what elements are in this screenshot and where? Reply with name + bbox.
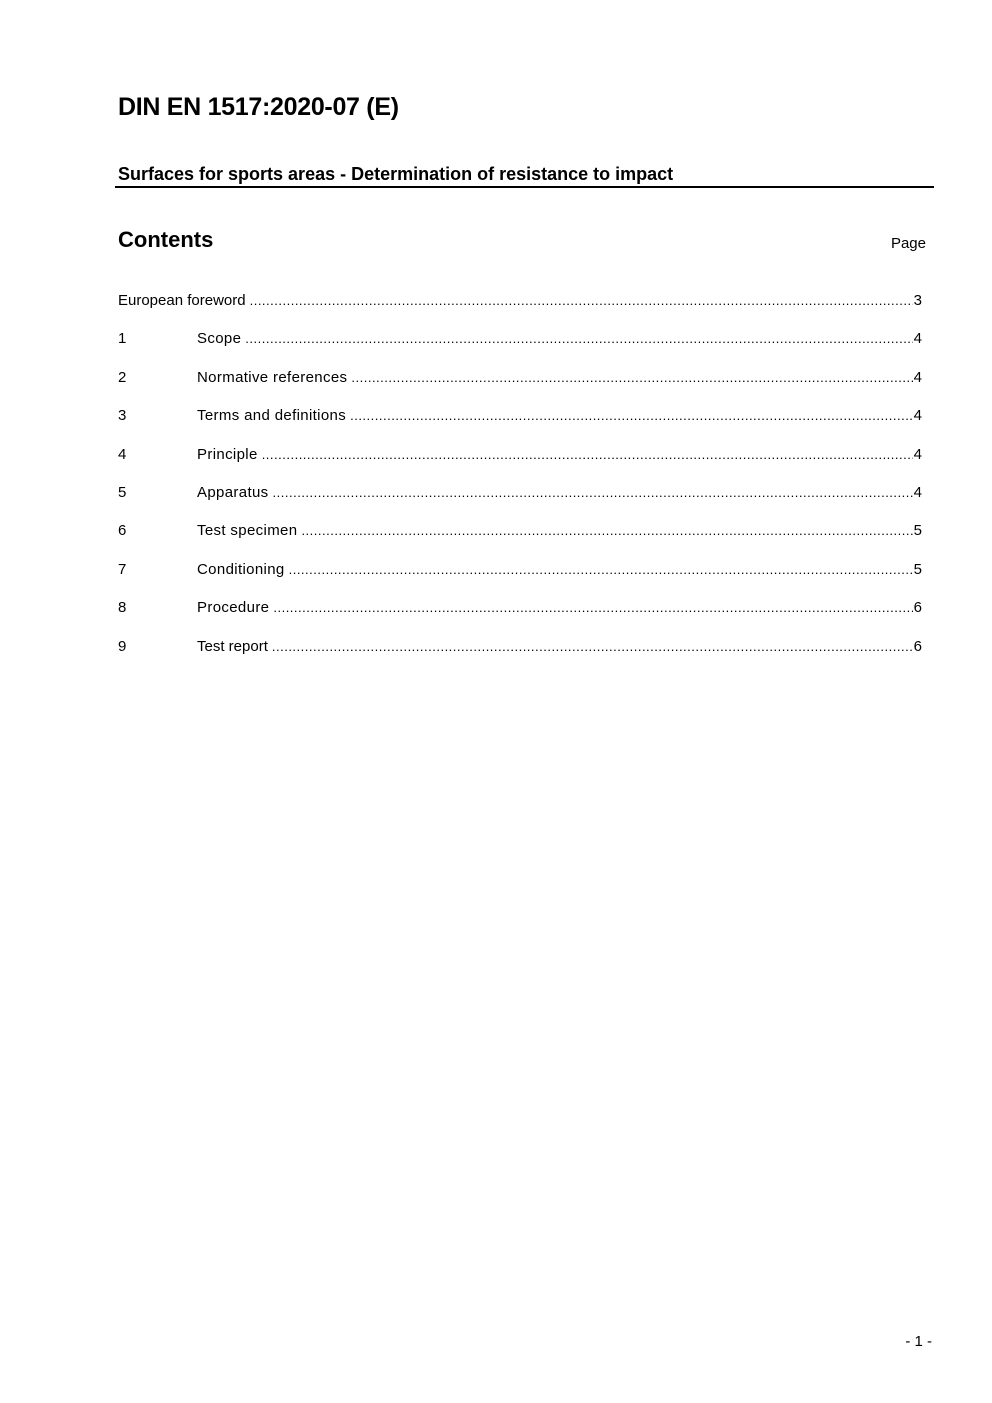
toc-dot-leader [245, 331, 912, 346]
toc-entry-page: 4 [913, 368, 922, 386]
toc-entry-number: 4 [118, 445, 127, 463]
toc-entry-apparatus[interactable] [118, 484, 922, 522]
toc-dot-leader [351, 370, 912, 385]
toc-entry-number: 9 [118, 637, 127, 655]
toc-dot-leader [250, 293, 913, 308]
document-id: DIN EN 1517:2020-07 (E) [118, 93, 399, 121]
toc-entry-page: 4 [913, 483, 922, 501]
toc-entry-number: 7 [118, 560, 127, 578]
toc-entry-number: 5 [118, 483, 127, 501]
toc-entry-principle[interactable] [118, 446, 922, 484]
toc-entry-page: 4 [913, 407, 922, 425]
document-subtitle: Surfaces for sports areas - Determination of resistance to impact [118, 164, 674, 184]
toc-dot-leader [350, 408, 913, 423]
page-number: - 1 - [905, 1333, 932, 1350]
toc-entry-european-foreword[interactable] [118, 292, 922, 330]
toc-dot-leader [273, 600, 912, 615]
subtitle-divider [115, 186, 934, 188]
toc-entry-title: Conditioning [197, 560, 285, 578]
toc-entry-title: Scope [197, 330, 242, 348]
toc-entry-title: Apparatus [197, 483, 269, 501]
table-of-contents [118, 292, 922, 676]
contents-heading: Contents [118, 227, 214, 252]
toc-entry-conditioning[interactable] [118, 561, 922, 599]
toc-entry-title: Terms and definitions [197, 407, 347, 425]
page-column-label: Page [890, 235, 926, 252]
toc-entry-page: 5 [913, 522, 922, 540]
toc-dot-leader [262, 447, 913, 462]
toc-entry-page: 5 [913, 560, 922, 578]
toc-dot-leader [301, 523, 912, 538]
toc-entry-title: European foreword [118, 292, 246, 309]
toc-entry-title: Normative references [197, 368, 348, 386]
toc-entry-page: 4 [913, 445, 922, 463]
toc-dot-leader [272, 639, 913, 654]
toc-entry-title: Procedure [197, 599, 270, 617]
toc-entry-number: 2 [118, 368, 127, 386]
toc-dot-leader [289, 562, 913, 577]
toc-entry-title: Principle [197, 445, 258, 463]
toc-entry-test-report[interactable] [118, 638, 922, 676]
toc-entry-scope[interactable] [118, 330, 922, 368]
toc-entry-number: 3 [118, 407, 127, 425]
toc-entry-page: 4 [913, 330, 922, 348]
toc-entry-normative-references[interactable] [118, 369, 922, 407]
toc-entry-number: 8 [118, 599, 127, 617]
toc-entry-number: 1 [118, 330, 127, 348]
toc-entry-page: 3 [913, 292, 922, 309]
toc-entry-test-specimen[interactable] [118, 522, 922, 560]
toc-entry-title: Test specimen [197, 522, 298, 540]
toc-entry-terms-and-definitions[interactable] [118, 407, 922, 445]
toc-entry-procedure[interactable] [118, 599, 922, 637]
toc-entry-title: Test report [197, 637, 268, 655]
toc-entry-page: 6 [913, 637, 922, 655]
toc-entry-page: 6 [913, 599, 922, 617]
toc-dot-leader [273, 485, 913, 500]
toc-entry-number: 6 [118, 522, 127, 540]
